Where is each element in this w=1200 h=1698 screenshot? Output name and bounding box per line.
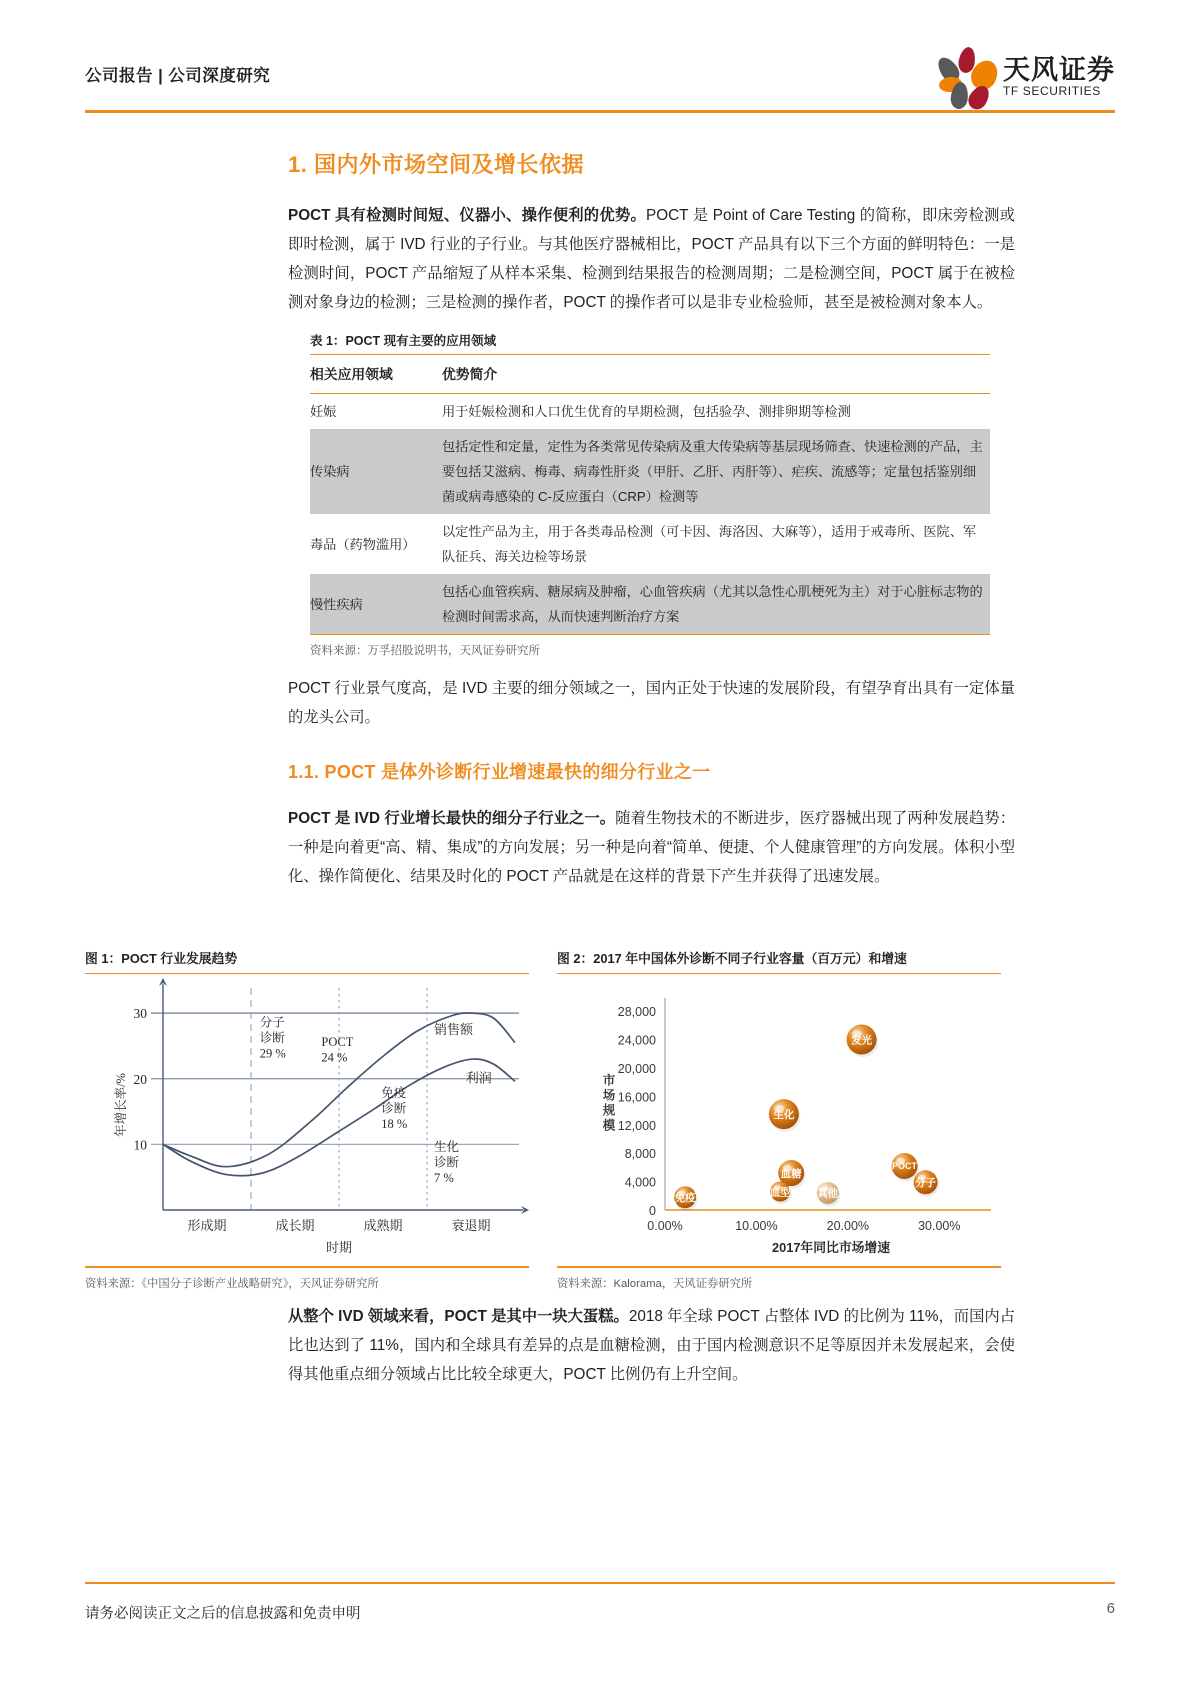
footer-divider [85,1582,1115,1584]
svg-text:10: 10 [133,1137,147,1153]
figure-2-label: 图 2： [557,951,594,966]
subsection-rest: 随着生物技术的不断进步，医疗器械出现了两种发展趋势：一种是向着更“高、精、集成”的方向发展；另一种是向着“简单、便捷、个人健康管理”的方向发展。体积小型化、操作简便化、结果及时化的 POCT 产品就是在这样的背景下产生并获得了迅速发展。 [288,810,1015,885]
figure-2-caption [557,948,1001,967]
figure-1-plot [85,974,529,1264]
intro-rest: POCT 是 Point of Care Testing 的简称，即床旁检测或即时检测，属于 IVD 行业的子行业。与其他医疗器械相比，POCT 产品具有以下三个方面的鲜明特色：一是检测时间，POCT 产品缩短了从样本采集、检测到结果报告的检测周期；二是检测空间，POCT 属于在被检测对象身边的检测；三是检测的操作者，POCT 的操作者可以是非专业检验师，甚至是被检测对象本人。 [288,207,1015,311]
table-header-desc: 优势简介 [442,355,990,394]
svg-text:30.00%: 30.00% [918,1219,961,1234]
table-row [310,574,990,635]
after-table-paragraph: POCT 行业景气度高，是 IVD 主要的细分领域之一，国内正处于快速的发展阶段，有望孕育出具有一定体量的龙头公司。 [288,680,1015,726]
figures-row [85,948,1115,1291]
header-divider [85,110,1115,113]
cell-field: 妊娠 [310,404,337,419]
svg-text:16,000: 16,000 [617,1090,656,1105]
svg-text:血型: 血型 [769,1186,791,1199]
svg-text:24,000: 24,000 [617,1033,656,1048]
company-logo [929,44,1115,110]
table-caption [310,331,990,349]
svg-text:成熟期: 成熟期 [363,1218,403,1234]
closing-bold-lead: 从整个 IVD 领域来看，POCT 是其中一块大蛋糕。 [288,1308,629,1325]
svg-text:市: 市 [602,1073,616,1088]
svg-text:2017年同比市场增速: 2017年同比市场增速 [771,1240,891,1256]
intro-bold-lead: POCT 具有检测时间短、仪器小、操作便利的优势。 [288,207,646,224]
cell-desc: 包括定性和定量，定性为各类常见传染病及重大传染病等基层现场筛查、快速检测的产品，主要包括艾滋病、梅毒、病毒性肝炎（甲肝、乙肝、丙肝等）、疟疾、流感等；定量包括鉴别细菌或病毒感染的 C-反应蛋白（CRP）检测等 [442,429,990,514]
lifecycle-line-chart [85,974,529,1264]
svg-text:20: 20 [133,1072,147,1088]
subsection-paragraph [288,804,1015,891]
cell-field: 毒品（药物滥用） [310,536,416,552]
cell-field: 慢性疾病 [310,574,442,635]
intro-paragraph [288,201,1015,317]
logo-text-cn: 天风证券 [1003,54,1115,85]
svg-text:诊断: 诊断 [381,1102,407,1117]
svg-text:形成期: 形成期 [187,1218,227,1234]
svg-text:分子: 分子 [259,1015,285,1030]
main-content [288,148,1015,895]
svg-text:诊断: 诊断 [434,1155,460,1170]
svg-text:利润: 利润 [465,1071,492,1087]
figure-2-bottom-rule [557,1266,1001,1267]
svg-text:POCT: POCT [892,1161,918,1172]
closing-block [288,1302,1015,1393]
table-row [310,514,990,574]
figure-1-bottom-rule [85,1266,529,1267]
svg-text:20.00%: 20.00% [826,1219,870,1234]
figure-2-source: 资料来源：Kalorama，天风证券研究所 [557,1277,753,1290]
svg-text:生化: 生化 [773,1109,795,1122]
svg-text:免疫: 免疫 [674,1192,696,1205]
svg-text:POCT: POCT [321,1035,354,1050]
figure-2 [557,948,1001,1291]
svg-text:时期: 时期 [325,1240,353,1256]
cell-desc: 包括心血管疾病、糖尿病及肿瘤，心血管疾病（尤其以急性心肌梗死为主）对于心脏标志物的检测时间需求高，从而快速判断治疗方案 [442,574,990,635]
table-source: 资料来源：万孚招股说明书，天风证券研究所 [310,645,540,657]
logo-text-en: TF SECURITIES [1003,83,1101,98]
figure-2-plot [557,974,1001,1264]
figure-1-source: 资料来源：《中国分子诊断产业战略研究》，天风证券研究所 [85,1277,379,1290]
svg-text:诊断: 诊断 [259,1031,285,1046]
cell-desc: 以定性产品为主，用于各类毒品检测（可卡因、海洛因、大麻等），适用于戒毒所、医院、军队征兵、海关边检等场景 [442,524,977,564]
subsection-heading: 1.1. POCT 是体外诊断行业增速最快的细分行业之一 [288,762,711,782]
svg-text:衰退期: 衰退期 [451,1218,491,1234]
svg-text:28,000: 28,000 [617,1005,656,1020]
svg-text:30: 30 [133,1006,147,1022]
svg-text:发光: 发光 [851,1034,873,1047]
header-breadcrumb: 公司报告 | 公司深度研究 [85,67,271,85]
svg-text:7 %: 7 % [434,1171,454,1186]
svg-text:其他: 其他 [817,1188,839,1201]
cell-desc: 用于妊娠检测和人口优生优育的早期检测，包括验孕、测排卵期等检测 [442,404,851,419]
svg-text:4,000: 4,000 [624,1175,656,1190]
svg-text:分子: 分子 [915,1177,937,1190]
svg-text:0.00%: 0.00% [647,1219,683,1234]
footer-disclaimer: 请务必阅读正文之后的信息披露和免责申明 [85,1606,361,1622]
table-header-field: 相关应用领域 [310,355,442,394]
section-heading: 1. 国内外市场空间及增长依据 [288,152,584,177]
svg-text:销售额: 销售额 [434,1022,474,1038]
svg-text:免疫: 免疫 [381,1086,407,1101]
figure-1-caption [85,948,529,967]
closing-paragraph [288,1302,1015,1389]
table-header-row [310,355,990,394]
svg-text:29 %: 29 % [259,1046,286,1061]
svg-text:模: 模 [602,1118,616,1133]
table-caption-label: 表 1： [310,334,346,348]
table-block [310,331,990,658]
svg-text:场: 场 [602,1088,616,1103]
figure-1-label: 图 1： [85,951,122,966]
svg-text:血糖: 血糖 [780,1168,802,1181]
closing-rest: 2018 年全球 POCT 占整体 IVD 的比例为 11%，而国内占比也达到了 11%，国内和全球具有差异的点是血糖检测，由于国内检测意识不足等原因并未发展起来，会使得其他重点细分领域占比比较全球更大，POCT 比例仍有上升空间。 [288,1308,1016,1383]
cell-field: 传染病 [310,429,442,514]
svg-text:成长期: 成长期 [275,1218,315,1234]
table-row [310,394,990,430]
svg-text:0: 0 [649,1204,656,1219]
subsection-bold-lead: POCT 是 IVD 行业增长最快的细分子行业之一。 [288,810,616,827]
page-header [85,44,1115,110]
tf-flower-logo-icon [929,44,995,110]
svg-text:年增长率/%: 年增长率/% [114,1073,128,1138]
figure-2-title: 2017 年中国体外诊断不同子行业容量（百万元）和增速 [593,951,907,966]
svg-text:18 %: 18 % [381,1117,408,1132]
svg-text:10.00%: 10.00% [735,1219,778,1234]
svg-text:规: 规 [602,1103,616,1118]
figure-1 [85,948,529,1291]
table-row [310,429,990,514]
footer-page-number: 6 [1106,1600,1115,1617]
svg-text:8,000: 8,000 [624,1147,656,1162]
figure-1-title: POCT 行业发展趋势 [121,951,238,966]
poct-application-table [310,354,990,635]
svg-text:12,000: 12,000 [617,1119,656,1134]
svg-text:生化: 生化 [434,1140,460,1155]
svg-text:20,000: 20,000 [617,1062,656,1077]
table-caption-text: POCT 现有主要的应用领域 [345,334,497,348]
svg-text:24 %: 24 % [321,1050,348,1065]
ivd-bubble-chart [557,974,1001,1264]
